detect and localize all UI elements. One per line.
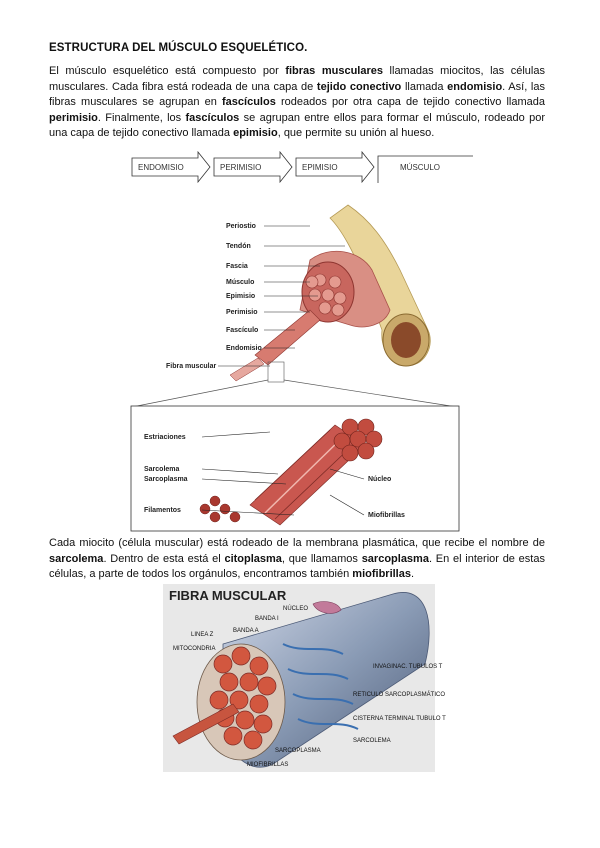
- fig3-label: SARCOLEMA: [353, 738, 391, 744]
- fig2-label: Sarcolema: [144, 466, 180, 473]
- bold-term: fascículos: [222, 96, 276, 108]
- flow-label-endomisio: ENDOMISIO: [138, 163, 184, 172]
- bold-term: epimisio: [233, 127, 278, 139]
- fig1-label: Fascículo: [226, 327, 259, 334]
- text-run: , que permite su unión al hueso.: [277, 127, 435, 139]
- text-run: llamadas miocitos, las células musculares. Cada fibra está rodeada de una capa de: [49, 65, 545, 93]
- fascicle-circle: [329, 276, 341, 288]
- fig2-label: Sarcoplasma: [144, 476, 188, 483]
- fascicle-circle: [322, 289, 334, 301]
- fibra-muscular-figure: [163, 584, 446, 772]
- fig2-label: Miofibrillas: [368, 512, 405, 519]
- layer-flow-diagram: [130, 150, 475, 184]
- myofibril-section: [236, 711, 254, 729]
- fascicle-circle: [319, 302, 331, 314]
- text-run: . Dentro de esta está el: [103, 552, 225, 565]
- bold-term: endomisio: [447, 80, 503, 93]
- fascicle-circle: [332, 304, 344, 316]
- bold-term: fascículos: [185, 111, 240, 124]
- fig3-label: NÚCLEO: [283, 606, 309, 612]
- text-run: , que llamamos: [281, 552, 362, 565]
- filament-end: [210, 496, 220, 506]
- bone-marrow: [391, 322, 421, 358]
- bold-term: citoplasma: [224, 552, 282, 565]
- fascicle-extension: [255, 310, 320, 365]
- fig1-label: Perimisio: [226, 309, 258, 316]
- myofibril-section: [254, 715, 272, 733]
- myofibril-section: [232, 647, 250, 665]
- text-run: El músculo esquelético está compuesto por: [49, 65, 286, 77]
- bold-term: sarcolema: [49, 552, 104, 565]
- myofibril-circle: [358, 443, 374, 459]
- fig3-label: BANDA A: [233, 628, 259, 634]
- filament-end: [210, 512, 220, 522]
- flow-label-perimisio: PERIMISIO: [220, 163, 262, 172]
- text-run: . Finalmente, los: [97, 111, 186, 124]
- filament-end: [230, 512, 240, 522]
- fig2-label: Núcleo: [368, 476, 392, 483]
- myofibril-section: [240, 673, 258, 691]
- myofibril-section: [258, 677, 276, 695]
- text-run: rodeados por otra capa de tejido conectivo llamada: [275, 96, 545, 108]
- myofibril-section: [220, 673, 238, 691]
- myofibril-section: [224, 727, 242, 745]
- fig3-label: MITOCONDRIA: [173, 646, 216, 652]
- myofibril-section: [250, 695, 268, 713]
- fig1-label: Fibra muscular: [166, 363, 217, 370]
- myofibril-section: [244, 731, 262, 749]
- myofibril-section: [214, 655, 232, 673]
- page-title: ESTRUCTURA DEL MÚSCULO ESQUELÉTICO.: [49, 42, 308, 54]
- myofibril-section: [210, 691, 228, 709]
- fibra-muscular-title: FIBRA MUSCULAR: [169, 588, 287, 603]
- fig1-label: Epimisio: [226, 293, 256, 300]
- fig2-label: Estriaciones: [144, 434, 186, 441]
- text-run: . Así, las fibras musculares se agrupan en: [49, 80, 545, 108]
- fiber-closeup-figure: [130, 405, 460, 533]
- fig1-label: Endomisio: [226, 345, 262, 352]
- text-run: . En el interior de estas células, a parte de todos los orgánulos, encontramos también: [49, 552, 545, 580]
- bold-term: miofibrillas: [352, 568, 411, 580]
- fascicle-circle: [334, 292, 346, 304]
- fig1-label: Tendón: [226, 243, 251, 250]
- fig2-label: Filamentos: [144, 507, 181, 514]
- fascicle-circle: [309, 289, 321, 301]
- bold-term: sarcoplasma: [361, 552, 429, 565]
- text-run: se agrupan entre ellos para formar el músculo, rodeado por una capa de tejido conectivo llamada: [49, 111, 545, 139]
- fig1-label: Periostio: [226, 223, 256, 230]
- bold-term: tejido conectivo: [316, 80, 402, 93]
- fig3-label: BANDA I: [255, 616, 279, 622]
- fig3-label: MIOFIBRILLAS: [247, 762, 289, 768]
- text-run: Cada miocito (célula muscular) está rodeado de la membrana plasmática, que recibe el nombre de: [49, 537, 545, 549]
- fig3-label: CISTERNA TERMINAL TUBULO T: [353, 716, 446, 722]
- fig1-label: Fascia: [226, 263, 248, 270]
- muscle-anatomy-figure: [160, 200, 460, 385]
- fig3-label: LINEA Z: [191, 632, 214, 638]
- filament-end: [220, 504, 230, 514]
- bold-term: fibras musculares: [285, 65, 383, 77]
- fig3-label: INVAGINAC. TUBULOS T: [373, 664, 443, 670]
- fig3-label: RETICULO SARCOPLASMÁTICO: [353, 692, 446, 698]
- intro-paragraph: [49, 64, 545, 142]
- filament-end: [200, 504, 210, 514]
- text-run: llamada: [401, 80, 448, 93]
- flow-label-musculo: MÚSCULO: [400, 163, 441, 172]
- flow-label-epimisio: EPIMISIO: [302, 163, 338, 172]
- bold-term: perimisio: [49, 111, 98, 124]
- myofibril-section: [250, 657, 268, 675]
- fig1-label: Músculo: [226, 279, 255, 286]
- myofibril-circle: [342, 445, 358, 461]
- myocyte-paragraph: [49, 536, 545, 583]
- fig3-label: SARCOPLASMA: [275, 748, 321, 754]
- text-run: .: [410, 568, 415, 580]
